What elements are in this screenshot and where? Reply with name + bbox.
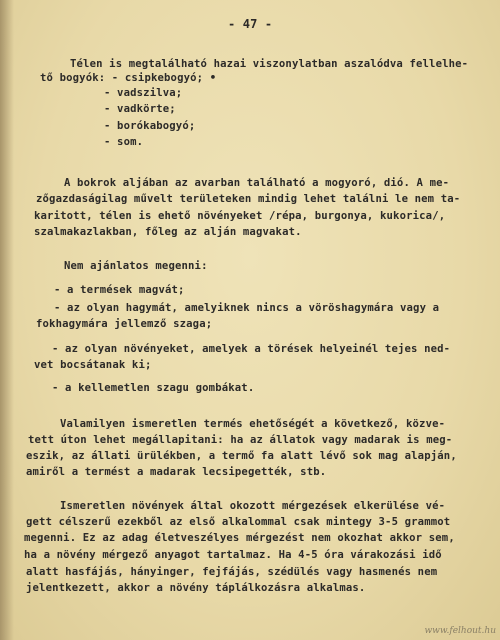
text-line: tő bogyók: - csipkebogyó; • xyxy=(40,72,217,84)
text-line: - az olyan növényeket, amelyek a törések helyeinél tejes ned- xyxy=(52,343,451,355)
text-line: Télen is megtalálható hazai viszonylatban aszalódva fellelhe- xyxy=(70,58,469,70)
text-line: Ismeretlen növények által okozott mérgezések elkerülése vé- xyxy=(60,500,446,512)
text-line: vet bocsátanak ki; xyxy=(34,359,152,371)
text-line: A bokrok aljában az avarban található a mogyoró, dió. A me- xyxy=(64,177,450,189)
text-line: amiről a termést a madarak lecsipegették, stb. xyxy=(26,466,327,478)
text-line: - a kellemetlen szagu gombákat. xyxy=(52,382,255,394)
text-line: - som. xyxy=(104,136,144,148)
text-line: szalmakazlakban, főleg az alján magvakat. xyxy=(34,226,302,238)
text-line: - a termések magvát; xyxy=(54,284,185,296)
text-line: megenni. Ez az adag életveszélyes mérgezést nem okozhat akkor sem, xyxy=(24,532,455,544)
binding-shadow xyxy=(0,0,14,640)
text-line: karitott, télen is ehető növényeket /répa, burgonya, kukorica/, xyxy=(34,210,446,222)
text-line: gett célszerű ezekből az első alkalommal csak mintegy 3-5 grammot xyxy=(26,516,451,528)
text-line: alatt hasfájás, hányinger, fejfájás, szédülés vagy hasmenés nem xyxy=(26,566,438,578)
text-line: jelentkezett, akkor a növény táplálkozásra alkalmas. xyxy=(26,582,366,594)
watermark: www.felhout.hu xyxy=(424,626,496,636)
text-line: - az olyan hagymát, amelyiknek nincs a vöröshagymára vagy a xyxy=(54,302,440,314)
text-line: Valamilyen ismeretlen termés ehetőségét a következő, közve- xyxy=(60,418,446,430)
text-line: - vadszilva; xyxy=(104,87,183,99)
text-line: tett úton lehet megállapitani: ha az állatok vagy madarak is meg- xyxy=(28,434,453,446)
text-line: ha a növény mérgező anyagot tartalmaz. Ha 4-5 óra várakozási idő xyxy=(24,549,442,561)
text-line: - borókabogyó; xyxy=(104,120,196,132)
text-line: Nem ajánlatos megenni: xyxy=(64,260,208,272)
text-line: - vadkörte; xyxy=(104,103,176,115)
text-line: eszik, az állati ürülékben, a termő fa alatt lévő sok mag alapján, xyxy=(26,450,457,462)
text-line: zőgazdaságilag művelt területeken mindig lehet találni le nem ta- xyxy=(36,193,461,205)
page-number: - 47 - xyxy=(228,17,273,31)
text-line: fokhagymára jellemző szaga; xyxy=(36,318,213,330)
